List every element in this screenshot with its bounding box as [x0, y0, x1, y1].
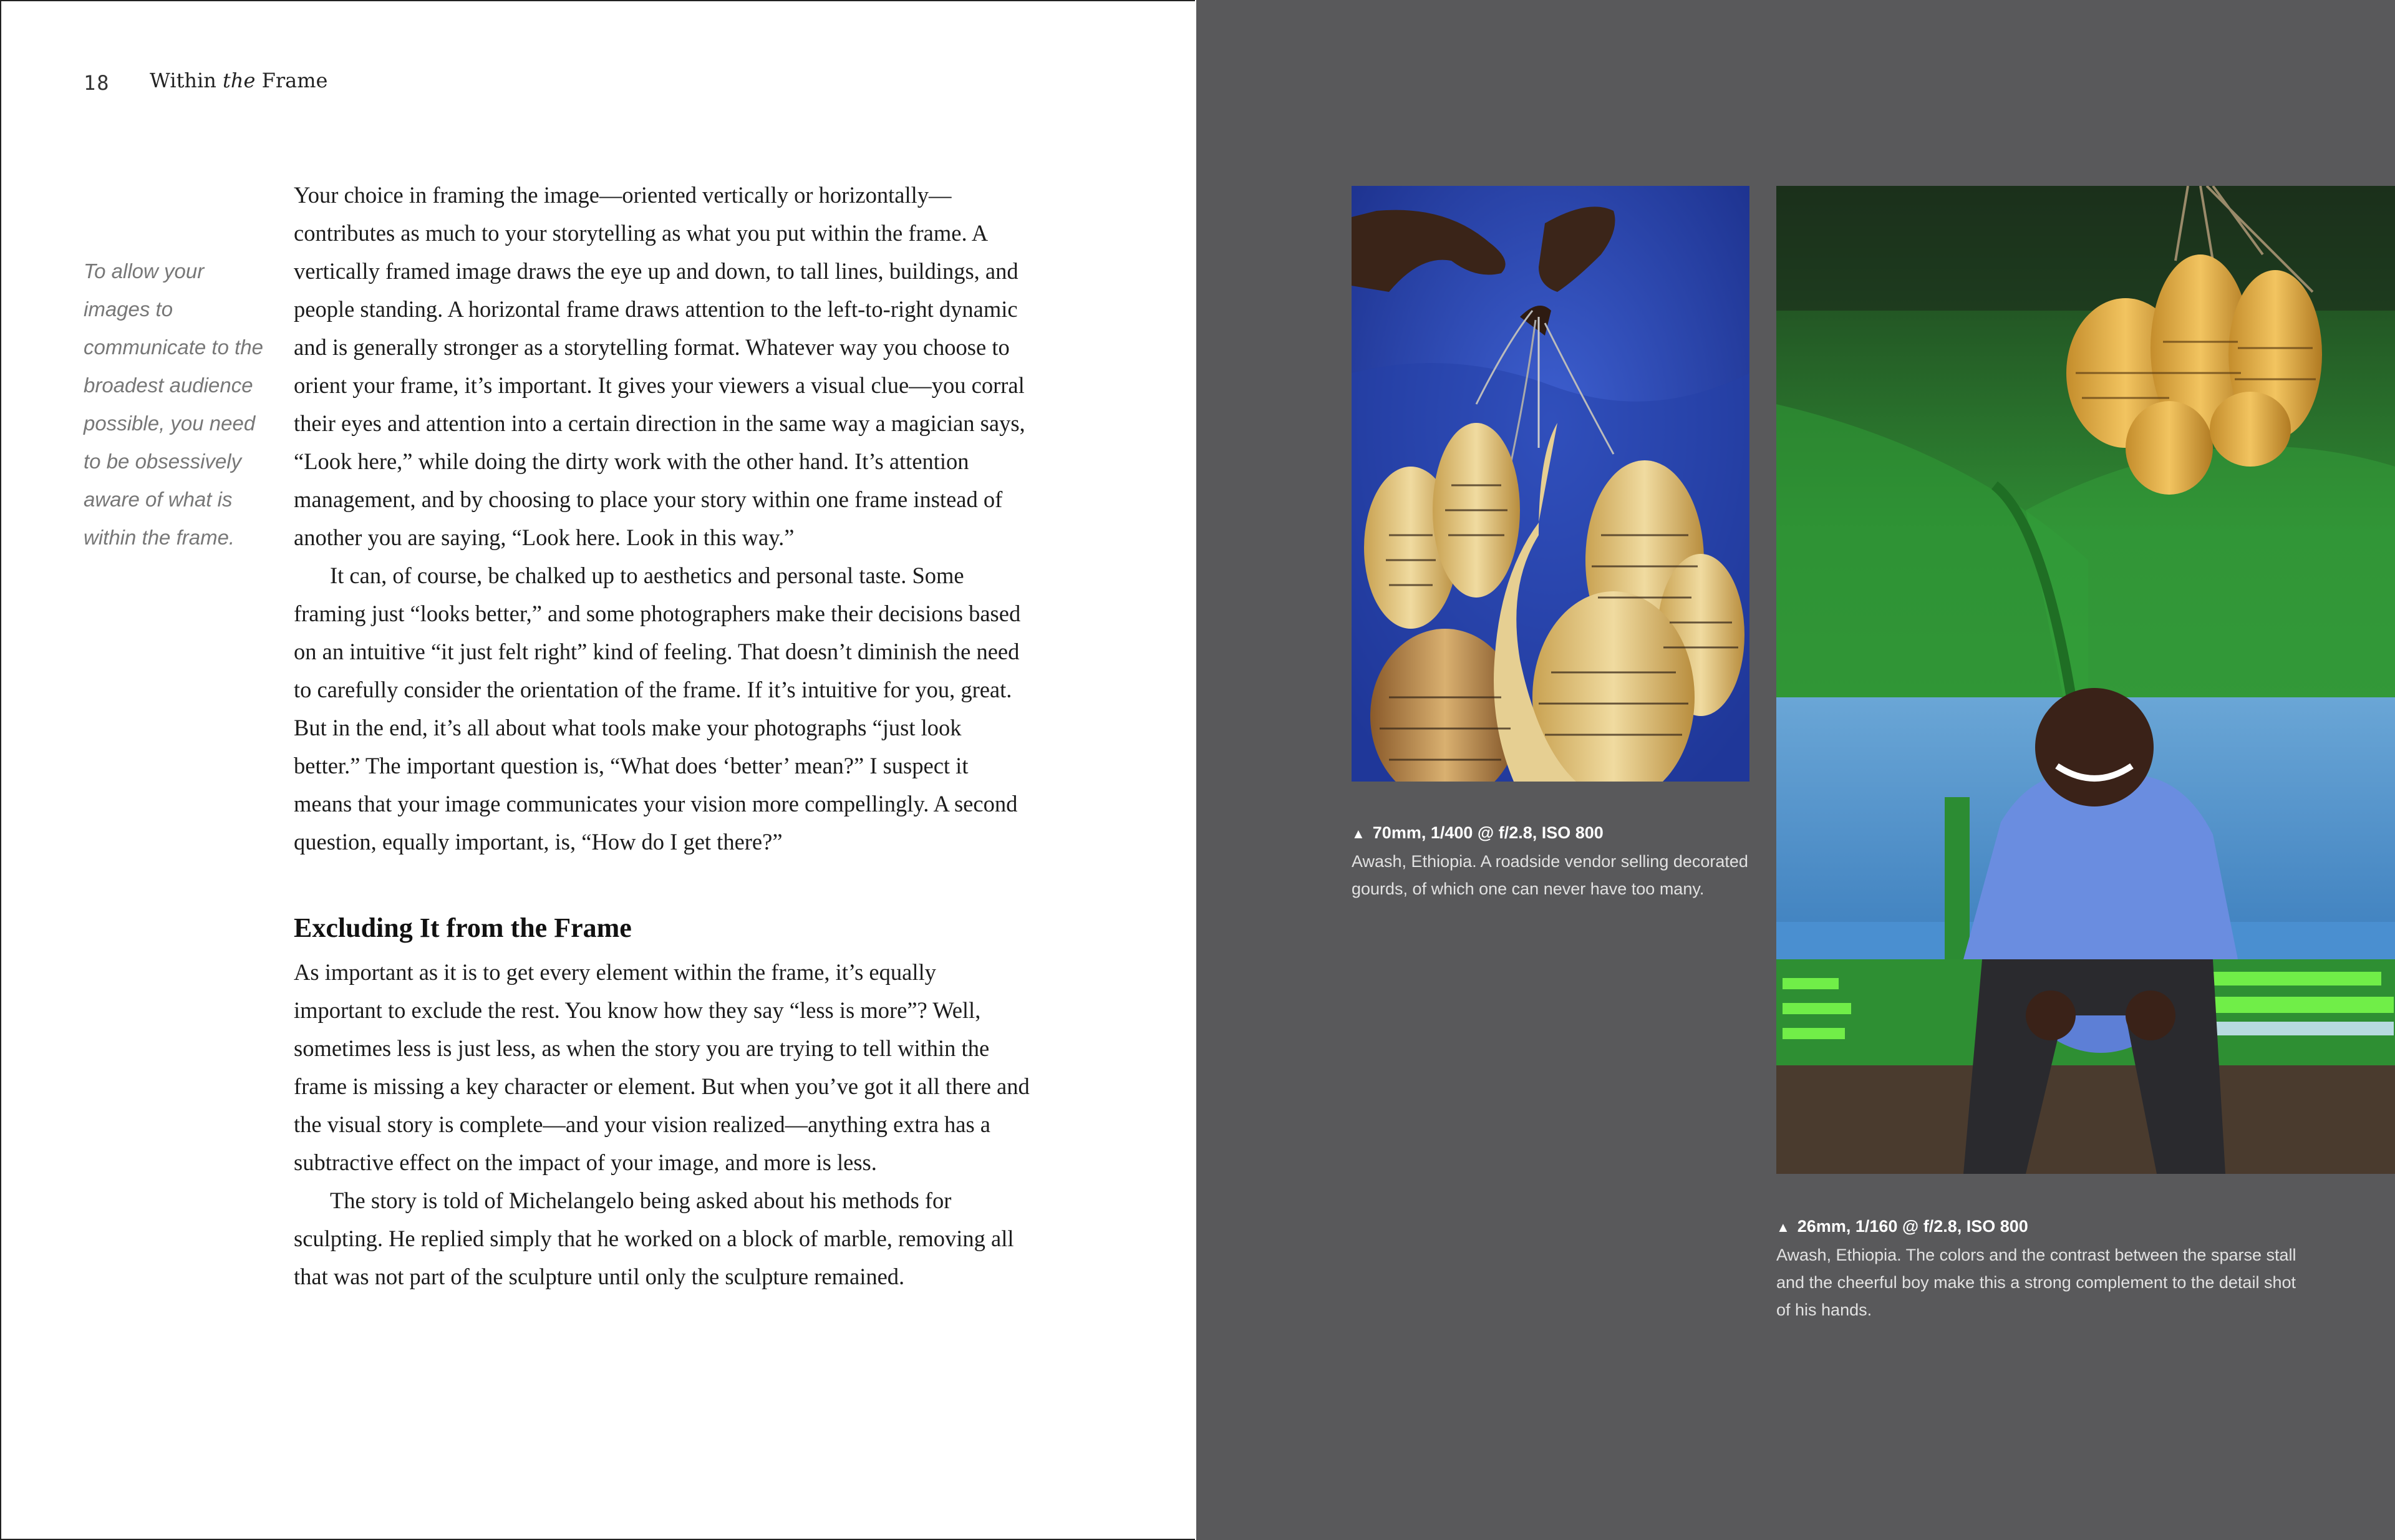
page-number: 18	[84, 71, 110, 95]
triangle-up-icon: ▲	[1352, 826, 1365, 841]
paragraph-2: It can, of course, be chalked up to aesthetics and personal taste. Some framing just “looks better,” and some photographers make their decisions based on an intuitive “it just felt right” kind of feeling. That doesn’t diminish the need to carefully consider the orientation of the frame. If it’s intuitive for you, great. But in the end, it’s all about what tools make your photographs “just look better.” The important question is, “What does ‘better’ mean?” I suspect it means that your image communicates your vision more compellingly. A second question, equally important, is, “How do I get there?”	[294, 563, 1021, 855]
left-page	[0, 0, 1195, 1540]
caption-boy-description: Awash, Ethiopia. The colors and the contrast between the sparse stall and the cheerful boy make this a strong complement to the detail shot of his hands.	[1776, 1246, 2296, 1319]
paragraph-4: The story is told of Michelangelo being asked about his methods for sculpting. He replied simply that he worked on a block of marble, removing all that was not part of the sculpture until only the sculpture remained.	[294, 1188, 1014, 1289]
caption-boy-specs-text: 26mm, 1/160 @ f/2.8, ISO 800	[1797, 1217, 2028, 1236]
running-head-part-2: Frame	[255, 69, 328, 92]
running-head-part-1: Within	[150, 69, 223, 92]
pull-quote: To allow your images to communicate to the broadest audience possible, you need to be obsessively aware of what is within the frame.	[84, 259, 263, 549]
caption-boy	[1776, 1213, 2313, 1324]
section-heading: Excluding It from the Frame	[294, 913, 632, 943]
caption-gourds	[1352, 819, 1751, 903]
caption-gourds-specs-text: 70mm, 1/400 @ f/2.8, ISO 800	[1372, 823, 1604, 842]
triangle-up-icon: ▲	[1776, 1219, 1790, 1235]
caption-gourds-description: Awash, Ethiopia. A roadside vendor selling decorated gourds, of which one can never have too many.	[1352, 852, 1748, 898]
boy-at-stall-photo	[1776, 186, 2395, 1174]
running-head-italic: the	[223, 69, 256, 92]
caption-gourds-specs	[1352, 819, 1751, 848]
running-head	[150, 69, 327, 92]
gourds-vendor-photo	[1352, 186, 1749, 782]
caption-boy-specs	[1776, 1213, 2313, 1241]
gourds-vendor-illustration	[1352, 186, 1749, 782]
paragraph-3: As important as it is to get every element within the frame, it’s equally important to exclude the rest. You know how they say “less is more”? Well, sometimes less is just less, as when the story you are trying to tell within the frame is missing a key character or element. But when you’ve got it all there and the visual story is complete—and your vision realized—anything extra has a subtractive effect on the impact of your image, and more is less.	[294, 959, 1030, 1175]
body-text	[294, 176, 1030, 1295]
paragraph-1: Your choice in framing the image—oriented vertically or horizontally—contributes as much to your storytelling as what you put within the frame. A vertically framed image draws the eye up and down, to tall lines, buildings, and people standing. A horizontal frame draws attention to the left-to-right dynamic and is generally stronger as a storytelling format. Whatever way you choose to orient your frame, it’s important. It gives your viewers a visual clue—you corral their eyes and attention into a certain direction in the same way a magician says, “Look here,” while doing the dirty work with the other hand. It’s attention management, and by choosing to place your story within one frame instead of another you are saying, “Look here. Look in this way.”	[294, 182, 1025, 550]
boy-at-stall-illustration	[1776, 186, 2395, 1174]
